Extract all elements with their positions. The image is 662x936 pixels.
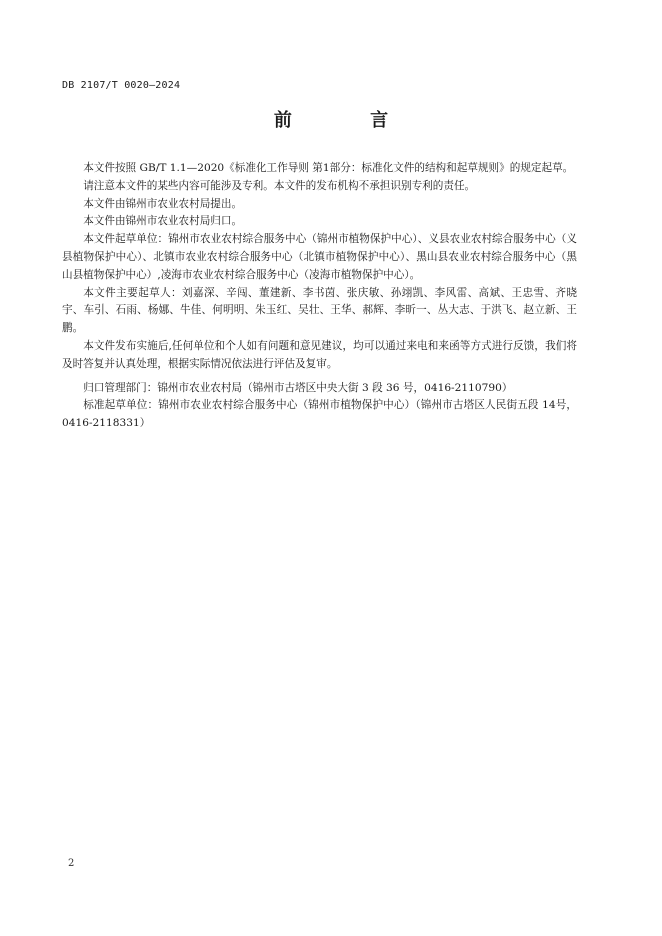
paragraph-under-jurisdiction: 本文件由锦州市农业农村局归口。 — [83, 215, 243, 228]
paragraph-drafting-rules: 本文件按照 GB/T 1.1—2020《标准化工作导则 第1部分：标准化文件的结构和起草规则》的规定起草。 — [83, 162, 574, 174]
paragraph-drafters: 本文件主要起草人：刘嘉深、辛闯、董建新、李书茵、张庆敏、孙翊凯、李风雷、高斌、王忠雪、齐晓宇、车引、石雨、杨娜、牛佳、何明明、朱玉红、吴壮、王华、郝辉、李昕一、丛大志、于洪飞、赵立新、王鹏。 — [62, 286, 577, 335]
paragraph-proposed-by: 本文件由锦州市农业农村局提出。 — [83, 197, 243, 210]
paragraph-drafting-unit-contact: 标准起草单位：锦州市农业农村综合服务中心（锦州市植物保护中心）（锦州市古塔区人民街五段 14号，0416-2118331） — [62, 399, 577, 430]
paragraph-patent-notice: 请注意本文件的某些内容可能涉及专利。本文件的发布机构不承担识别专利的责任。 — [83, 179, 476, 192]
paragraph-drafting-units: 本文件起草单位：锦州市农业农村综合服务中心（锦州市植物保护中心）、义县农业农村综合服务中心（义县植物保护中心）、北镇市农业农村综合服务中心（北镇市植物保护中心）、黑山县农业农村综合服务中心（黑山县植物保护中心）,凌海市农业农村综合服务中心（凌海市植物保护中心）。 — [62, 233, 577, 281]
document-body — [62, 160, 577, 433]
paragraph-feedback: 本文件发布实施后,任何单位和个人如有问题和意见建议，均可以通过来电和来函等方式进行反馈，我们将及时答复并认真处理，根据实际情况依法进行评估及复审。 — [62, 339, 577, 370]
paragraph-management-department: 归口管理部门：锦州市农业农村局（锦州市古塔区中央大街 3 段 36 号，0416-2110790） — [83, 381, 513, 394]
page-title: 前 言 — [273, 110, 425, 131]
page-number: 2 — [68, 858, 75, 869]
standard-code: DB 2107/T 0020—2024 — [62, 80, 181, 91]
